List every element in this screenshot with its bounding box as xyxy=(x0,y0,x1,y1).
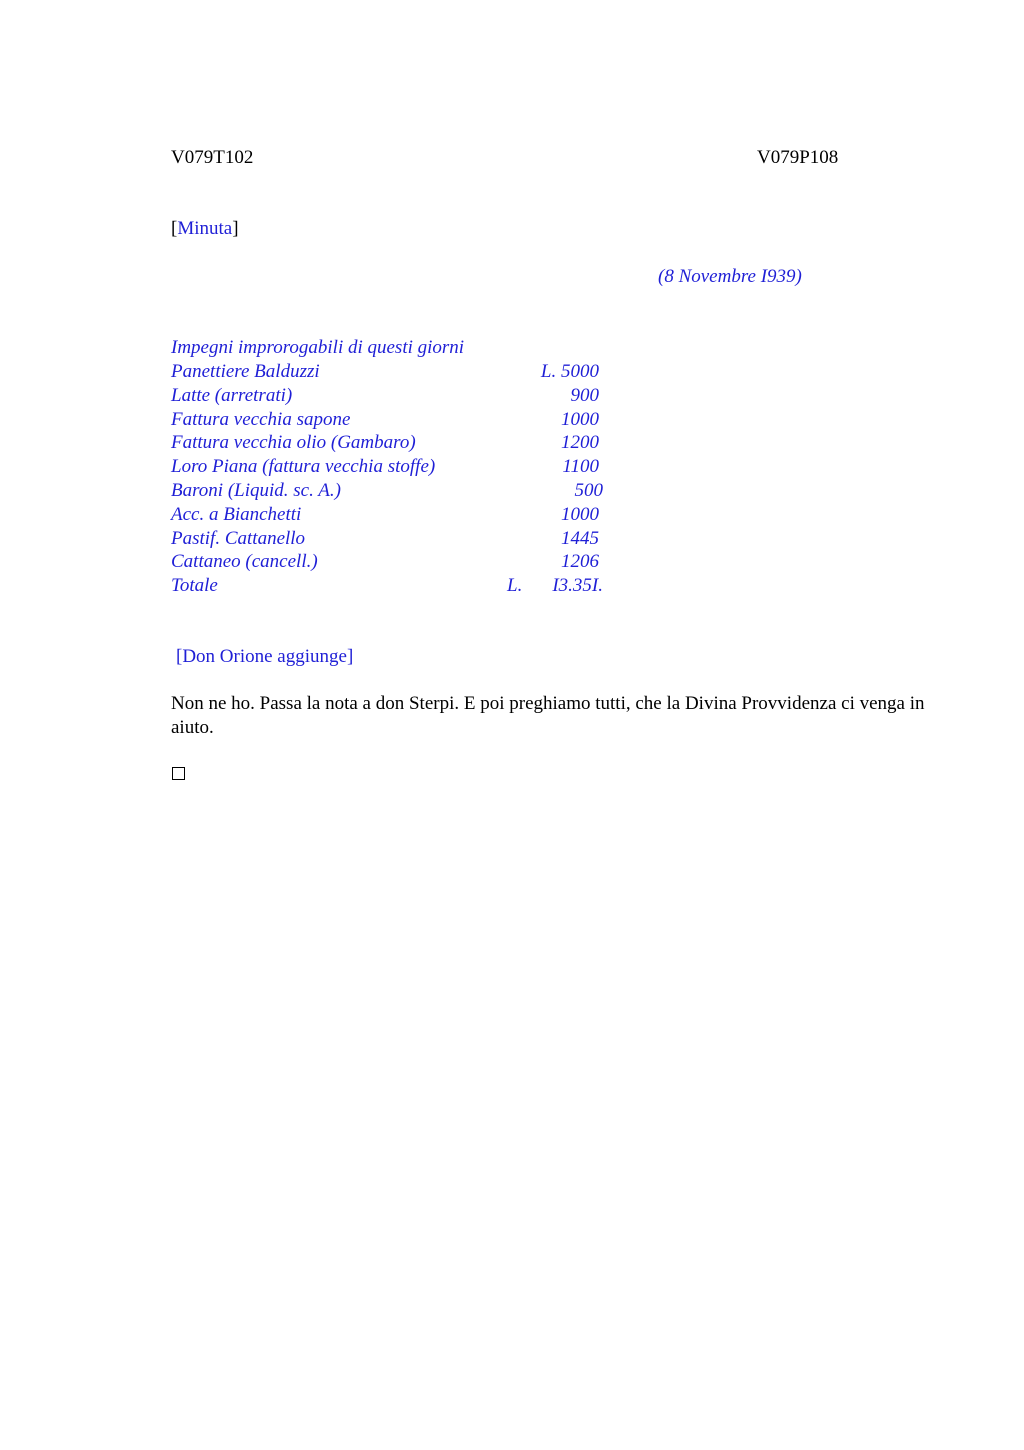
minuta-label xyxy=(171,217,239,241)
document-code-left: V079T102 xyxy=(171,147,254,168)
expense-amount: 1206 xyxy=(561,551,599,573)
expense-amount: 1000 xyxy=(561,503,599,525)
expense-label: Loro Piana (fattura vecchia stoffe) xyxy=(171,456,436,478)
expense-row xyxy=(171,455,611,479)
expense-amount: 1445 xyxy=(561,527,599,549)
expense-amount: 1200 xyxy=(561,432,599,454)
expense-label: Acc. a Bianchetti xyxy=(171,503,302,525)
list-heading: Impegni improrogabili di questi giorni xyxy=(171,337,465,358)
total-label: Totale xyxy=(171,575,218,597)
expense-label: Baroni (Liquid. sc. A.) xyxy=(171,479,341,501)
expense-row xyxy=(171,479,611,503)
expense-label: Fattura vecchia sapone xyxy=(171,408,351,430)
expense-label: Cattaneo (cancell.) xyxy=(171,551,318,573)
expense-label: Fattura vecchia olio (Gambaro) xyxy=(171,432,416,454)
minuta-bracket-open: [ xyxy=(171,218,178,239)
total-amount: I3.35I. xyxy=(552,575,603,597)
expense-amount: 1100 xyxy=(562,456,599,478)
expense-amount: L. 5000 xyxy=(540,361,599,382)
expense-row xyxy=(171,550,611,574)
expense-row xyxy=(171,503,611,527)
body-paragraph: Non ne ho. Passa la nota a don Sterpi. E poi preghiamo tutti, che la Divina Provvidenza ci venga in aiuto. xyxy=(171,693,925,738)
expense-row xyxy=(171,408,611,432)
expense-list xyxy=(171,360,611,598)
expense-amount: 1000 xyxy=(561,408,599,430)
document-date: (8 Novembre I939) xyxy=(658,266,802,287)
total-row xyxy=(171,574,611,598)
expense-amount: 500 xyxy=(574,479,603,501)
expense-label: Latte (arretrati) xyxy=(171,384,293,406)
total-currency: L. xyxy=(507,575,523,597)
expense-row xyxy=(171,431,611,455)
addendum-label: [Don Orione aggiunge] xyxy=(176,646,354,667)
end-mark-box-icon xyxy=(172,767,185,780)
minuta-bracket-close: ] xyxy=(232,218,239,239)
expense-amount: 900 xyxy=(570,384,599,406)
expense-label: Panettiere Balduzzi xyxy=(171,361,320,382)
minuta-text: Minuta xyxy=(177,218,233,239)
expense-row xyxy=(171,527,611,551)
expense-label: Pastif. Cattanello xyxy=(171,527,306,549)
document-code-right: V079P108 xyxy=(757,147,839,168)
expense-row xyxy=(171,384,611,408)
expense-row xyxy=(171,360,611,384)
